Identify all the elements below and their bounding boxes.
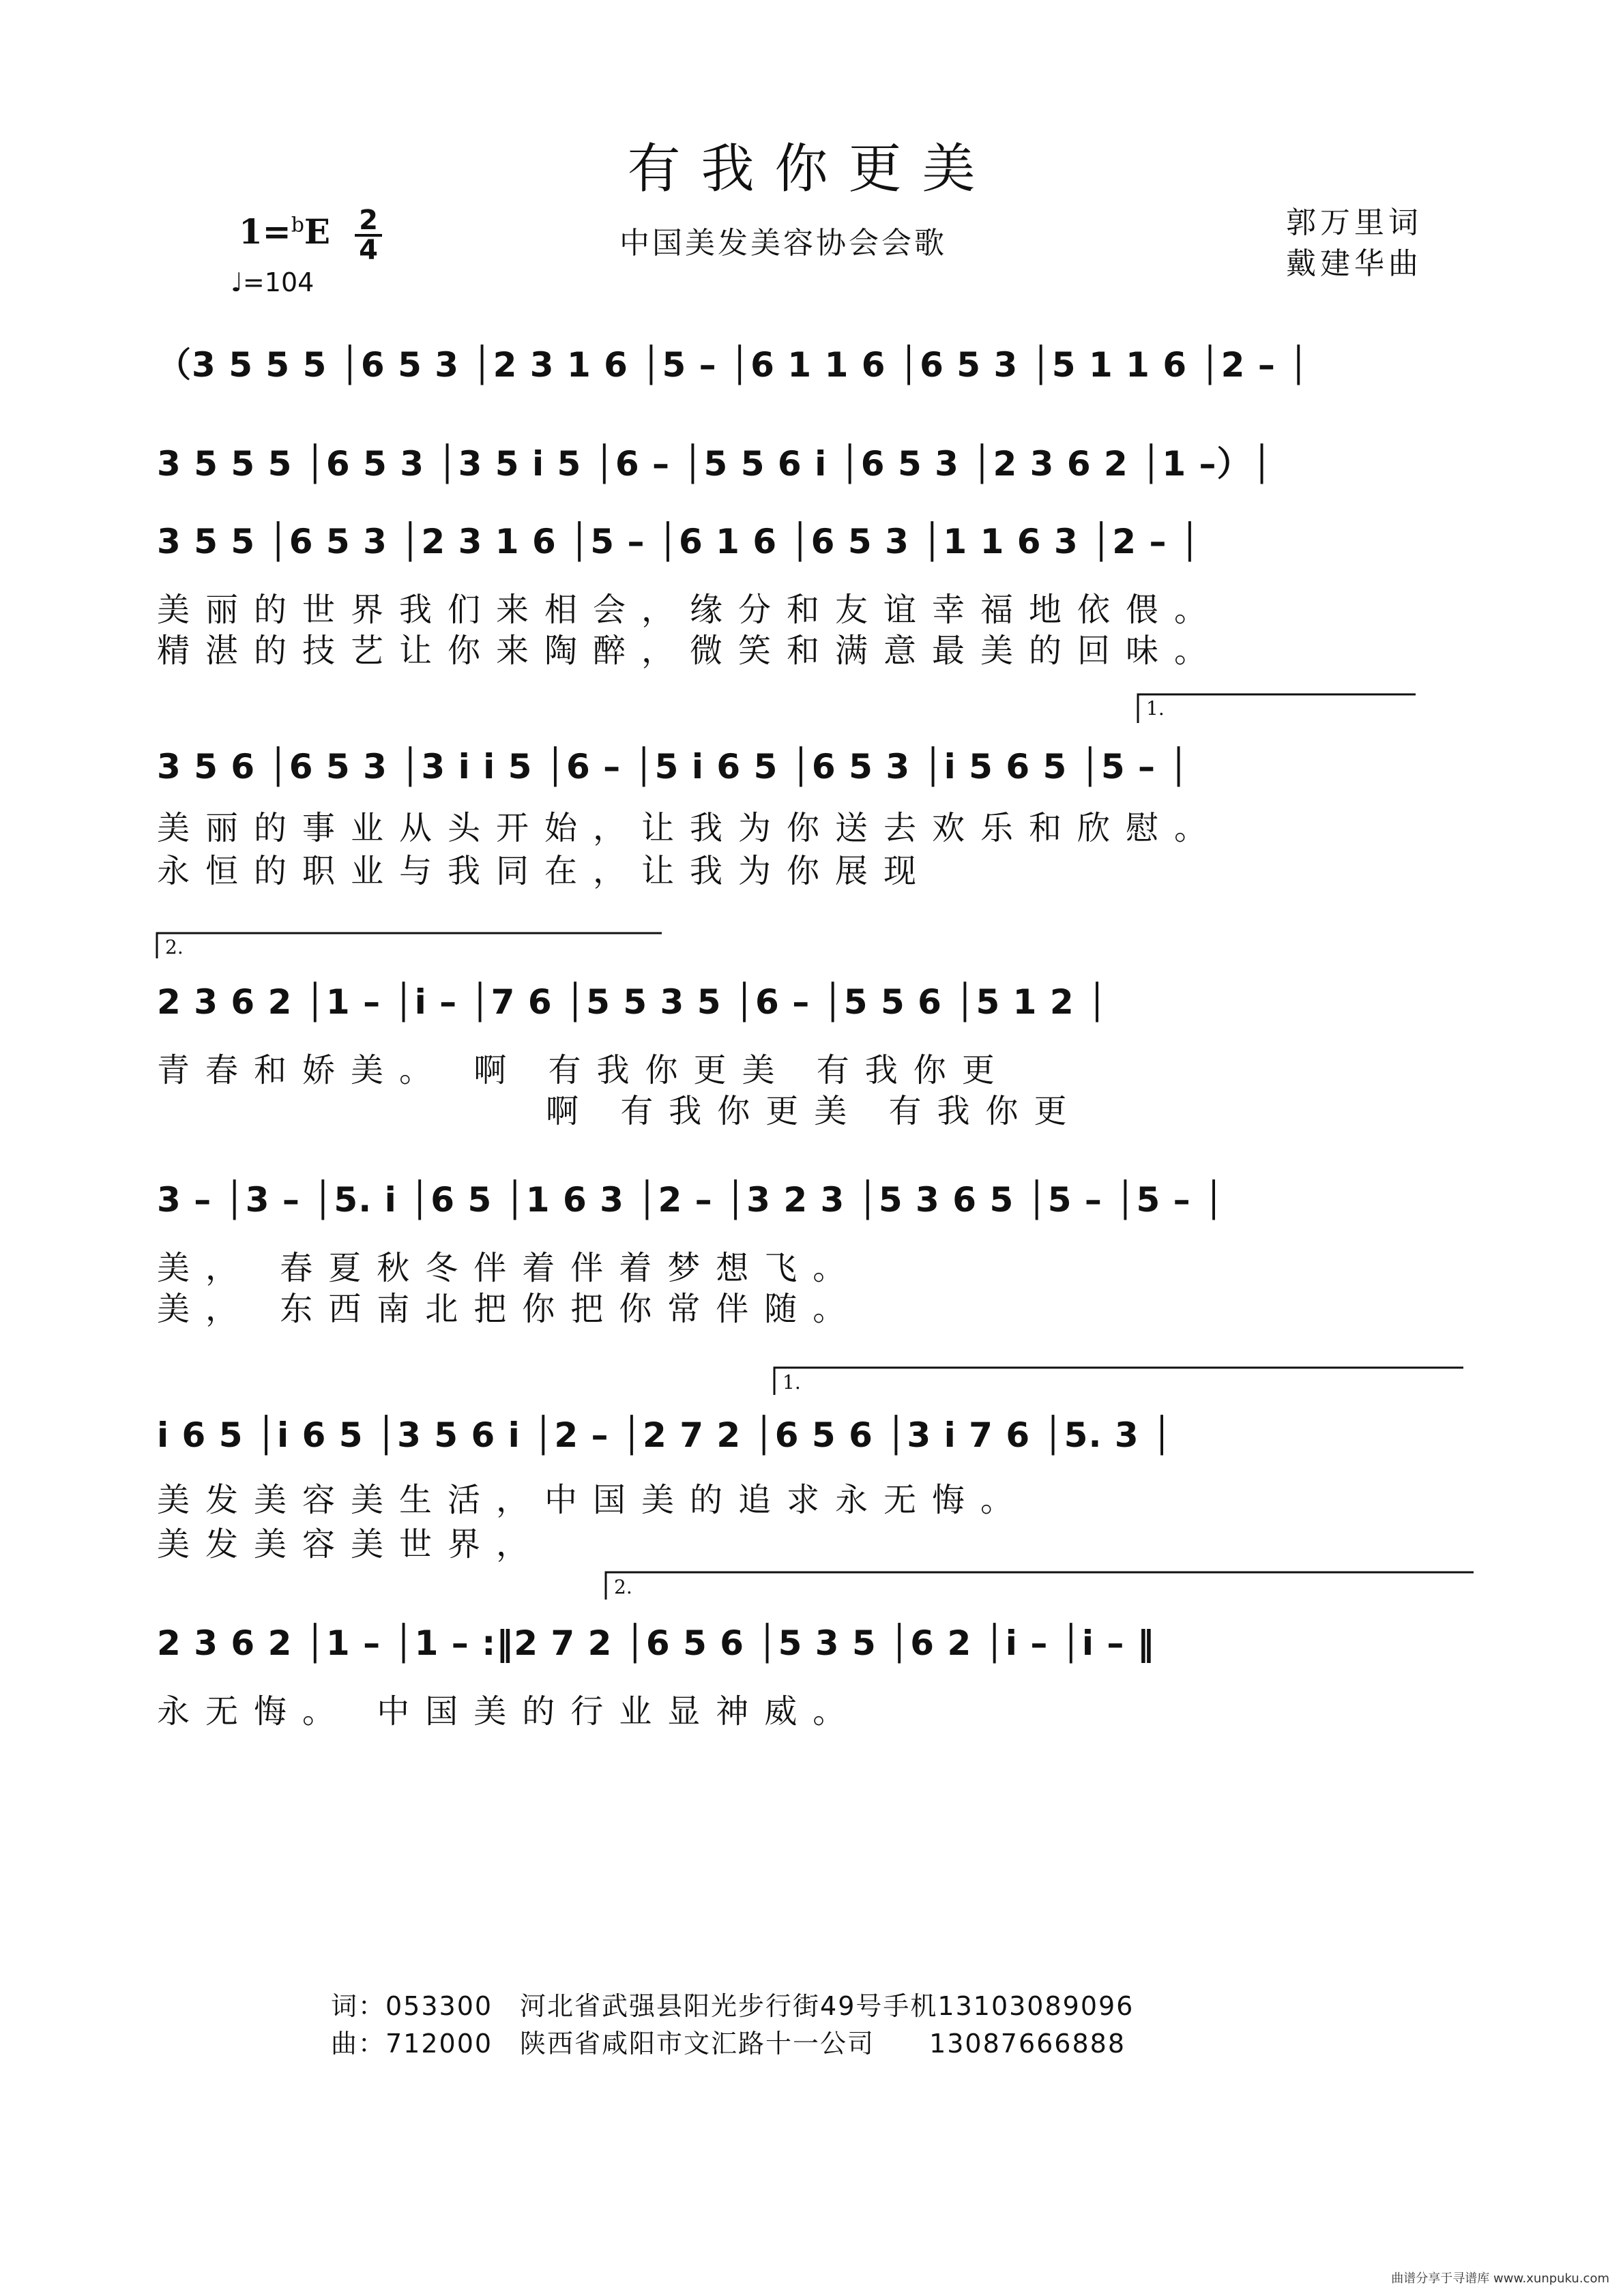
volta-label-1a: 1. — [1146, 697, 1165, 720]
music-row-3: 3 5 5 │6 5 3 │2 3 1 6 │5 – │6 1 6 │6 5 3 │1 1 6 3 │2 – │ — [157, 522, 1201, 561]
music-row-5: 2 3 6 2 │1 – │i – │7 6 │5 5 3 5 │6 – │5 5 6 │5 1 2 │ — [157, 982, 1109, 1022]
lyric-row-9: 美发美容美生活，中国美的追求永无悔。 — [157, 1481, 1029, 1519]
music-row-4: 3 5 6 │6 5 3 │3 i i 5 │6 – │5 i 6 5 │6 5 3 │i 5 6 5 │5 – │ — [157, 747, 1190, 786]
music-row-8: 2 3 6 2 │1 – │1 – :‖2 7 2 │6 5 6 │5 3 5 │6 2 │i – │i – ‖ — [157, 1623, 1155, 1663]
lyric-row-10: 美发美容美世界， — [157, 1525, 545, 1563]
lyric-row-11: 永无悔。 中国美的行业显神威。 — [157, 1692, 862, 1731]
composer-contact: 曲：712000 陕西省咸阳市文汇路十一公司 13087666888 — [331, 2029, 1126, 2059]
lyric-row-7: 美， 春夏秋冬伴着伴着梦想飞。 — [157, 1249, 862, 1287]
volta-label-2b: 2. — [614, 1576, 632, 1598]
subtitle: 中国美发美容协会会歌 — [619, 226, 947, 261]
lyric-row-6: 啊 有我你更美 有我你更 — [546, 1092, 1083, 1130]
key-prefix: 1= — [239, 211, 291, 252]
lyric-row-1: 美丽的世界我们来相会，缘分和友谊幸福地依偎。 — [157, 591, 1223, 629]
song-title: 有我你更美 — [627, 138, 996, 200]
music-row-1: （3 5 5 5 │6 5 3 │2 3 1 6 │5 – │6 1 1 6 │6 5 3 │5 1 1 6 │2 – │ — [157, 345, 1310, 385]
lyric-row-4: 永恒的职业与我同在，让我为你展现 — [157, 852, 933, 890]
lyric-row-3: 美丽的事业从头开始，让我为你送去欢乐和欣慰。 — [157, 809, 1223, 847]
music-row-7: i 6 5 │i 6 5 │3 5 6 i │2 – │2 7 2 │6 5 6 │3 i 7 6 │5. 3 │ — [157, 1415, 1173, 1455]
volta-label-2a: 2. — [165, 936, 184, 958]
time-signature-top: 2 — [359, 205, 378, 236]
lyric-row-5: 青春和娇美。 啊 有我你更美 有我你更 — [157, 1051, 1010, 1089]
lyric-row-2: 精湛的技艺让你来陶醉，微笑和满意最美的回味。 — [157, 632, 1223, 670]
key-note: E — [304, 211, 331, 252]
composer-credit: 戴建华曲 — [1286, 246, 1422, 281]
lyricist-credit: 郭万里词 — [1286, 205, 1422, 240]
lyricist-contact: 词：053300 河北省武强县阳光步行街49号手机13103089096 — [331, 1991, 1135, 2021]
watermark: 曲谱分享于寻谱库 www.xunpuku.com — [1391, 2271, 1609, 2286]
volta-label-1b: 1. — [783, 1371, 801, 1394]
music-row-2: 3 5 5 5 │6 5 3 │3 5 i 5 │6 – │5 5 6 i │6 5 3 │2 3 6 2 │1 –）│ — [157, 444, 1273, 484]
tempo-marking: ♩=104 — [231, 267, 315, 297]
music-row-6: 3 – │3 – │5. i │6 5 │1 6 3 │2 – │3 2 3 │5 3 6 5 │5 – │5 – │ — [157, 1180, 1225, 1220]
lyric-row-8: 美， 东西南北把你把你常伴随。 — [157, 1290, 862, 1328]
flat-sign: b — [291, 213, 304, 237]
time-signature-bottom: 4 — [359, 235, 378, 266]
